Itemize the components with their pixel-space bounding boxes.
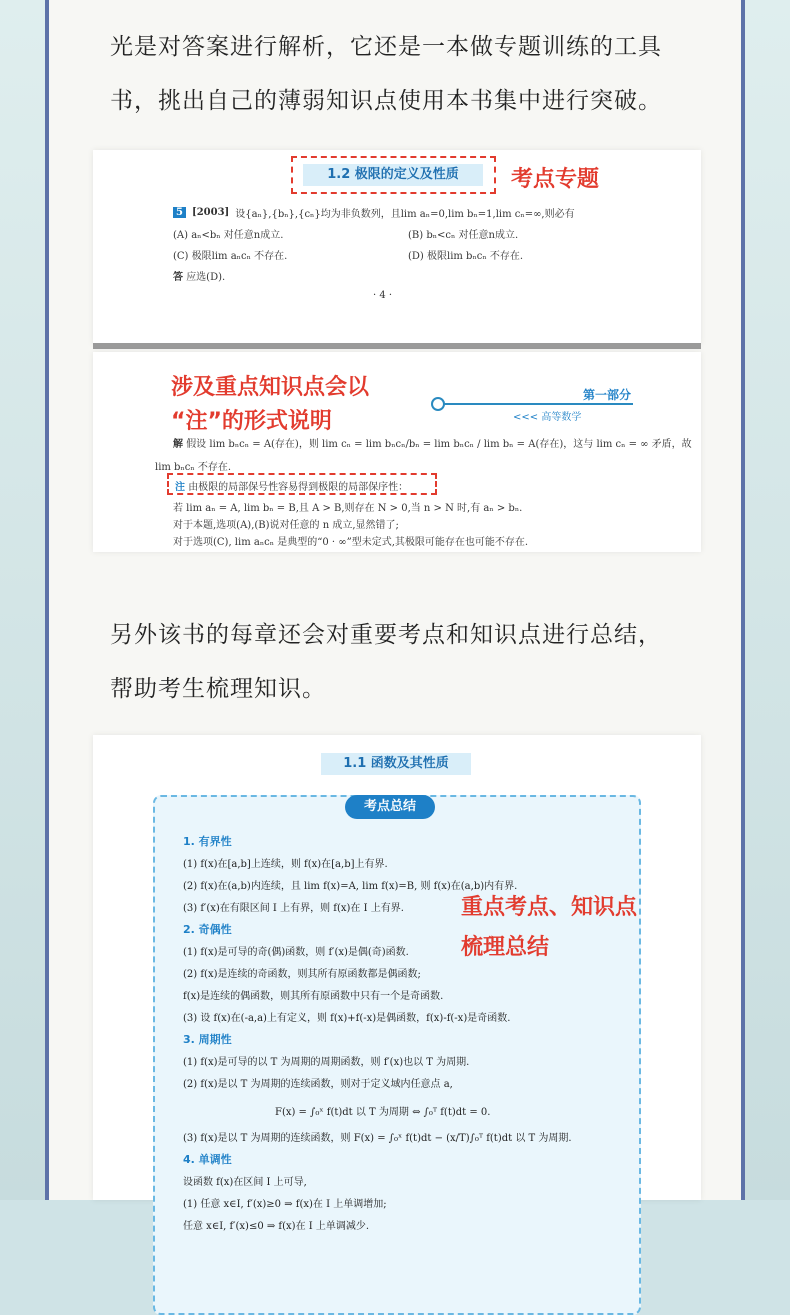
- answer-text: 应选(D).: [186, 272, 226, 283]
- option-c: (C) 极限lim aₙcₙ 不存在.: [173, 251, 288, 262]
- note-line-b: 对于本题,选项(A),(B)说对任意的 n 成立,显然错了;: [173, 520, 399, 531]
- left-decor-panel: [0, 0, 45, 1200]
- summary-line: (2) f(x)在(a,b)内连续，且 lim f(x)=A, lim f(x)=B, 则 f(x)在(a,b)内有界.: [183, 881, 518, 892]
- annotation-note-line-1: 涉及重点知识点会以: [171, 375, 370, 400]
- annotation-summary-line-2: 梳理总结: [461, 935, 550, 960]
- option-d: (D) 极限lim bₙcₙ 不存在.: [408, 251, 524, 262]
- annotation-note-line-2: “注”的形式说明: [171, 409, 332, 434]
- summary-line: (2) f(x)是连续的奇函数，则其所有原函数都是偶函数;: [183, 969, 421, 980]
- problem-block: [173, 205, 693, 283]
- annotation-topic: 考点专题: [511, 167, 600, 192]
- part-rule-dot: [431, 397, 445, 411]
- right-decor-panel: [745, 0, 790, 1200]
- answer-label: 答: [173, 272, 183, 283]
- summary-line: f(x)是连续的偶函数，则其所有原函数中只有一个是奇函数.: [183, 991, 444, 1002]
- book-excerpt-card-1: [93, 150, 701, 345]
- summary-line: F(x) = ∫₀ˣ f(t)dt 以 T 为周期 ⇔ ∫₀ᵀ f(t)dt = 0.: [275, 1107, 491, 1118]
- part-label: 第一部分: [583, 388, 632, 402]
- summary-line: 任意 x∈I, f′(x)≤0 ⇒ f(x)在 I 上单调减少.: [183, 1221, 370, 1232]
- summary-box: [153, 795, 641, 1315]
- intro-line: 光是对答案进行解析，它还是一本做专题训练的工具: [110, 34, 662, 60]
- annotation-summary-line-1: 重点考点、知识点: [461, 895, 638, 920]
- summary-line: (1) f(x)是可导的奇(偶)函数，则 f′(x)是偶(奇)函数.: [183, 947, 409, 958]
- note-text: 由极限的局部保号性容易得到极限的局部保序性：: [188, 482, 409, 493]
- problem-year: [2003]: [191, 207, 230, 218]
- intro-paragraph-2: [110, 608, 710, 716]
- section-label: 1.1 函数及其性质: [321, 753, 471, 775]
- note-label: 注: [175, 482, 185, 493]
- topic-highlight-box: [291, 156, 496, 194]
- summary-line: (3) 设 f(x)在(-a,a)上有定义，则 f(x)+f(-x)是偶函数，f(x)-f(-x)是奇函数.: [183, 1013, 511, 1024]
- intro-line: 另外该书的每章还会对重要考点和知识点进行总结，: [110, 622, 662, 648]
- summary-line: 设函数 f(x)在区间 I 上可导,: [183, 1177, 307, 1188]
- intro-paragraph-1: [110, 20, 710, 128]
- book-excerpt-card-2: [93, 352, 701, 552]
- part-rule: [438, 403, 633, 405]
- summary-line: (3) f′(x)在有限区间 I 上有界，则 f(x)在 I 上有界.: [183, 903, 404, 914]
- note-line-a: 若 lim aₙ = A, lim bₙ = B,且 A > B,则存在 N > 0,当 n > N 时,有 aₙ > bₙ.: [173, 503, 523, 514]
- option-a: (A) aₙ<bₙ 对任意n成立.: [173, 230, 284, 241]
- summary-line: (1) f(x)在[a,b]上连续，则 f(x)在[a,b]上有界.: [183, 859, 388, 870]
- summary-line: (3) f(x)是以 T 为周期的连续函数，则 F(x) = ∫₀ˣ f(t)dt − (x/T)∫₀ᵀ f(t)dt 以 T 为周期.: [183, 1133, 572, 1144]
- part-subtitle: <<< 高等数学: [513, 412, 582, 423]
- solution-text-2: lim bₙcₙ 不存在.: [155, 462, 232, 473]
- page-divider: [93, 343, 701, 349]
- solution-label: 解: [173, 439, 183, 450]
- solution-block: [173, 435, 693, 450]
- summary-title: 考点总结: [345, 795, 435, 819]
- solution-text: 假设 lim bₙcₙ = A(存在)，则 lim cₙ = lim bₙcₙ/bₙ = lim bₙcₙ / lim bₙ = A(存在)，这与 lim cₙ = ∞ 矛盾，故: [186, 439, 692, 450]
- summary-heading: 3. 周期性: [183, 1033, 232, 1046]
- note-line-c: 对于选项(C), lim aₙcₙ 是典型的“0 · ∞”型未定式,其极限可能存在也可能不存在.: [173, 537, 529, 548]
- problem-number: 5: [173, 207, 186, 218]
- book-excerpt-card-3: [93, 735, 701, 1232]
- summary-line: (2) f(x)是以 T 为周期的连续函数，则对于定义域内任意点 a,: [183, 1079, 453, 1090]
- summary-heading: 1. 有界性: [183, 835, 232, 848]
- section-label: 1.2 极限的定义及性质: [303, 164, 483, 186]
- note-highlight-box: [167, 473, 437, 495]
- summary-line: (1) f(x)是可导的以 T 为周期的周期函数，则 f′(x)也以 T 为周期.: [183, 1057, 470, 1068]
- option-b: (B) bₙ<cₙ 对任意n成立.: [408, 230, 519, 241]
- intro-line: 帮助考生梳理知识。: [110, 676, 326, 702]
- summary-heading: 2. 奇偶性: [183, 923, 232, 936]
- page-number: · 4 ·: [373, 290, 393, 301]
- summary-line: (1) 任意 x∈I, f′(x)≥0 ⇒ f(x)在 I 上单调增加;: [183, 1199, 387, 1210]
- intro-line: 书，挑出自己的薄弱知识点使用本书集中进行突破。: [110, 88, 662, 114]
- problem-text: 设{aₙ},{bₙ},{cₙ}均为非负数列，且lim aₙ=0,lim bₙ=1,lim cₙ=∞,则必有: [235, 209, 575, 220]
- summary-heading: 4. 单调性: [183, 1153, 232, 1166]
